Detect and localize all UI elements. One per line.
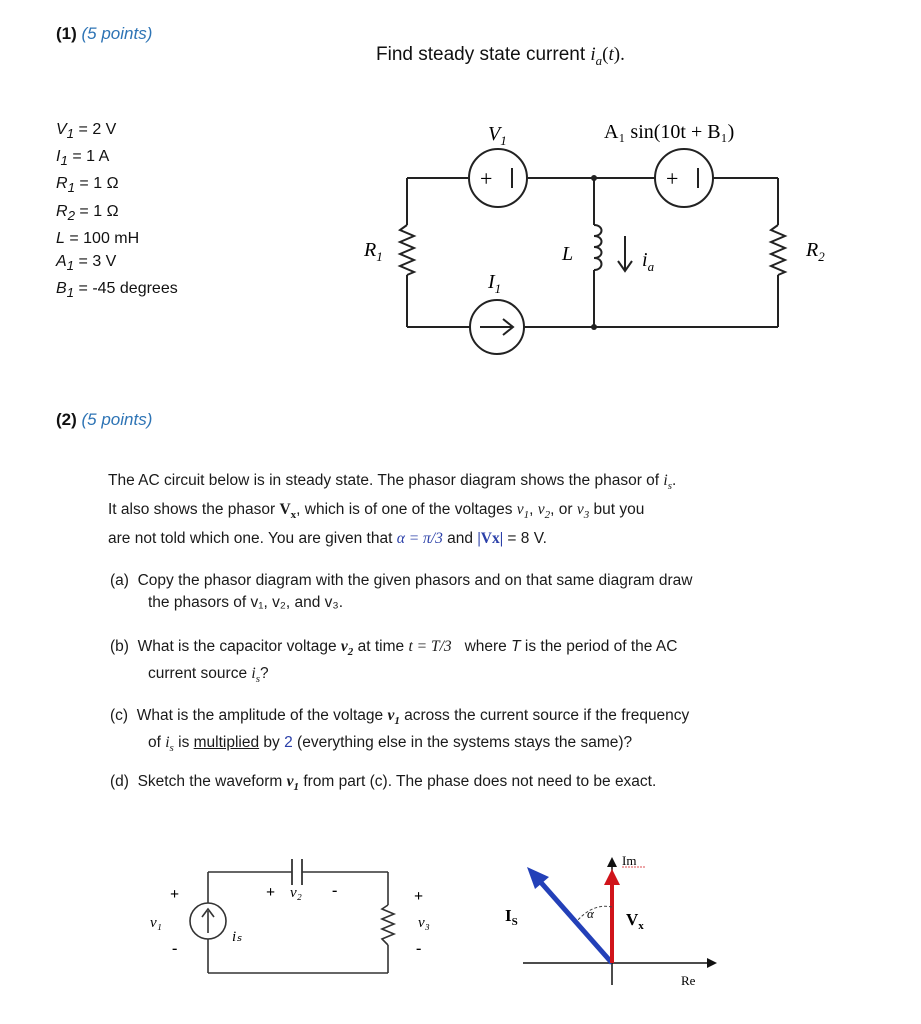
re-label: Re <box>681 973 696 988</box>
is-phasor-label: $I_S$ <box>505 906 518 928</box>
q2-points: (5 points) <box>81 410 153 429</box>
is-label: iₛ <box>232 929 242 945</box>
v1-plus: + <box>170 886 180 903</box>
given-b1: $B_1 = -45$ degrees <box>56 279 178 301</box>
re-axis <box>523 958 717 968</box>
vx-phasor-label: $V_x$ <box>626 910 644 932</box>
q2-intro-line-3: are not told which one. You are given that α = π/3 and |Vx| = 8 V. <box>108 530 547 548</box>
q1-header <box>56 24 152 44</box>
q2-item-a: (a) Copy the phasor diagram with the given phasors and on that same diagram draw the phasors of v₁, v₂, and v₃. <box>110 572 693 611</box>
v1-label: v₁ <box>150 915 162 931</box>
is-current-source <box>190 903 226 939</box>
r1-resistor <box>400 225 414 275</box>
v1-source <box>469 149 527 207</box>
q2-intro <box>108 469 868 551</box>
inductor-label: L <box>562 243 574 265</box>
capacitor <box>292 859 302 885</box>
v2-plus: + <box>266 884 276 901</box>
given-l: L = 100 mH <box>56 229 140 247</box>
r1-label: $R_1$ <box>364 239 383 264</box>
q1-prompt: Find steady state current $i_a(t)$. <box>376 44 625 68</box>
q2-intro-line-2: It also shows the phasor $V_x$, which is of one of the voltages $v_1$, $v_2$, or $v_3$ but you <box>108 501 645 522</box>
vx-phasor-arrow <box>604 869 620 963</box>
ac-source <box>655 149 713 207</box>
v3-label: v₃ <box>418 915 430 931</box>
v1-minus: - <box>172 940 178 957</box>
alpha-equation: α = π/3 <box>396 530 443 548</box>
q2-item-d: (d) Sketch the waveform $v_1$ from part (c). The phase does not need to be exact. <box>110 773 657 794</box>
i1-current-source <box>470 300 524 354</box>
i1-label: $I_1$ <box>488 271 502 296</box>
inductor <box>594 225 602 270</box>
im-label: Im <box>622 853 637 868</box>
given-a1: $A_1 = 3$ V <box>56 252 117 273</box>
alpha-label: α <box>587 906 594 921</box>
resistor <box>382 905 394 945</box>
svg-text:+: + <box>666 166 679 191</box>
v2-label: v₂ <box>290 885 302 901</box>
given-r2: $R_2 = 1$ Ω <box>56 202 119 223</box>
junction-dot-bottom <box>591 324 597 330</box>
q2-item-c: (c) What is the amplitude of the voltage $v_1$ across the current source if the frequency of $i_s$ is multiplied by 2 (everything else in the systems stays the same)? <box>110 707 690 755</box>
v3-minus: - <box>416 940 422 957</box>
q2-intro-line-1: The AC circuit below is in steady state. The phasor diagram shows the phasor of $i_s$. <box>108 472 677 493</box>
q2-header <box>56 410 152 430</box>
given-r1: $R_1 = 1$ Ω <box>56 175 119 196</box>
alpha-arc <box>577 906 612 921</box>
q1-number: (1) <box>56 24 77 43</box>
v1-label: $V_1$ <box>488 123 507 148</box>
svg-text:+: + <box>480 166 493 191</box>
q2-number: (2) <box>56 410 77 429</box>
q1-given-list <box>56 118 178 304</box>
junction-dot-top <box>591 175 597 181</box>
given-i1: $I_1 = 1$ A <box>56 148 110 169</box>
ia-arrow <box>618 236 632 271</box>
is-phasor-arrow <box>527 867 612 963</box>
given-v1: $V_1 = 2$ V <box>56 121 117 142</box>
q2-circuit <box>130 845 450 985</box>
q2-item-b: (b) What is the capacitor voltage $v_2$ at time t = T/3 where T is the period of the AC current source $i_s$? <box>110 638 678 686</box>
v3-plus: + <box>414 888 424 905</box>
ia-label: $i_a$ <box>642 249 655 274</box>
ac-source-label: A₁ sin(10t + B₁) <box>604 121 735 143</box>
q1-points: (5 points) <box>81 24 153 43</box>
v2-minus: - <box>332 882 338 899</box>
r2-label: $R_2$ <box>806 239 825 264</box>
phasor-diagram <box>495 845 735 995</box>
r2-resistor <box>771 225 785 275</box>
vx-magnitude: |Vx| <box>477 530 504 548</box>
q1-circuit <box>340 110 825 360</box>
